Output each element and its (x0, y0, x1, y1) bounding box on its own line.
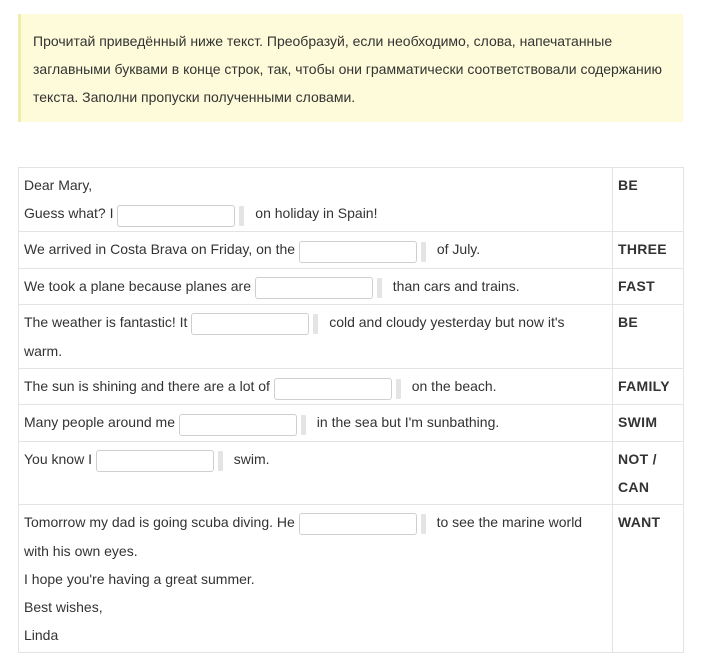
keyword: NOT / CAN (613, 441, 684, 504)
exercise-row (19, 369, 684, 405)
exercise-row (19, 405, 684, 441)
input-handle (421, 514, 426, 534)
answer-input[interactable] (299, 513, 417, 535)
sentence-cell (19, 504, 613, 652)
sentence-cell (19, 232, 613, 268)
exercise-row (19, 232, 684, 268)
sentence-cell (19, 405, 613, 441)
keyword: FAMILY (613, 369, 684, 405)
input-handle (377, 278, 382, 298)
answer-input[interactable] (299, 241, 417, 263)
answer-input[interactable] (117, 205, 235, 227)
exercise-row (19, 441, 684, 504)
answer-gap (117, 200, 244, 228)
input-handle (239, 206, 244, 226)
answer-input[interactable] (191, 313, 309, 335)
exercise-row (19, 268, 684, 304)
keyword: SWIM (613, 405, 684, 441)
sentence-after: in the sea but I'm sunbathing. (316, 414, 500, 431)
exercise-table (18, 167, 684, 653)
answer-gap (274, 373, 401, 401)
answer-gap (255, 273, 382, 301)
keyword: WANT (613, 504, 684, 652)
sentence-after: on the beach. (411, 378, 497, 395)
answer-gap (191, 309, 318, 337)
sentence-after: cold and cloudy yesterday but now it's warm. (24, 313, 565, 360)
instructions-box (18, 14, 683, 122)
sentence-cell (19, 369, 613, 405)
sentence-cell (19, 304, 613, 368)
sentence-cell (19, 441, 613, 504)
sentence-cell (19, 268, 613, 304)
keyword: BE (613, 168, 684, 232)
exercise-row (19, 168, 684, 232)
answer-gap (299, 509, 426, 537)
signature: Linda (24, 627, 59, 644)
closing-line: I hope you're having a great summer. (24, 571, 255, 588)
greeting: Dear Mary, (24, 177, 93, 193)
input-handle (313, 314, 318, 334)
exercise-row (19, 304, 684, 368)
answer-input[interactable] (255, 277, 373, 299)
sentence-cell (19, 168, 613, 232)
sentence-after: to see the marine world with his own eyes. (24, 513, 583, 560)
keyword: BE (613, 304, 684, 368)
input-handle (421, 242, 426, 262)
answer-gap (299, 237, 426, 265)
instructions-text: Прочитай приведённый ниже текст. Преобразуй, если необходимо, слова, напечатанные заглавными буквами в конце строк, так, чтобы они грамматически соответствовали содержанию текста. Заполни пропуски полученными словами. (33, 33, 663, 105)
keyword: FAST (613, 268, 684, 304)
answer-input[interactable] (96, 450, 214, 472)
sentence-before: Guess what? I (24, 205, 114, 221)
sentence-before: We took a plane because planes are (24, 277, 252, 294)
sentence-after: on holiday in Spain! (255, 205, 378, 221)
answer-gap (96, 446, 223, 474)
sentence-after: swim. (233, 450, 270, 467)
input-handle (218, 451, 223, 471)
exercise-row (19, 504, 684, 652)
input-handle (396, 379, 401, 399)
sentence-before: The sun is shining and there are a lot of (24, 378, 270, 395)
sentence-before: Tomorrow my dad is going scuba diving. He (24, 513, 295, 530)
sentence-before: You know I (24, 450, 92, 467)
sentence-after: than cars and trains. (392, 277, 520, 294)
sentence-before: We arrived in Costa Brava on Friday, on the (24, 241, 296, 258)
sentence-before: The weather is fantastic! It (24, 313, 188, 330)
closing-line: Best wishes, (24, 599, 103, 616)
answer-input[interactable] (274, 378, 392, 400)
input-handle (301, 415, 306, 435)
sentence-before: Many people around me (24, 414, 175, 431)
keyword: THREE (613, 232, 684, 268)
sentence-after: of July. (436, 241, 481, 258)
answer-gap (179, 410, 306, 438)
answer-input[interactable] (179, 414, 297, 436)
